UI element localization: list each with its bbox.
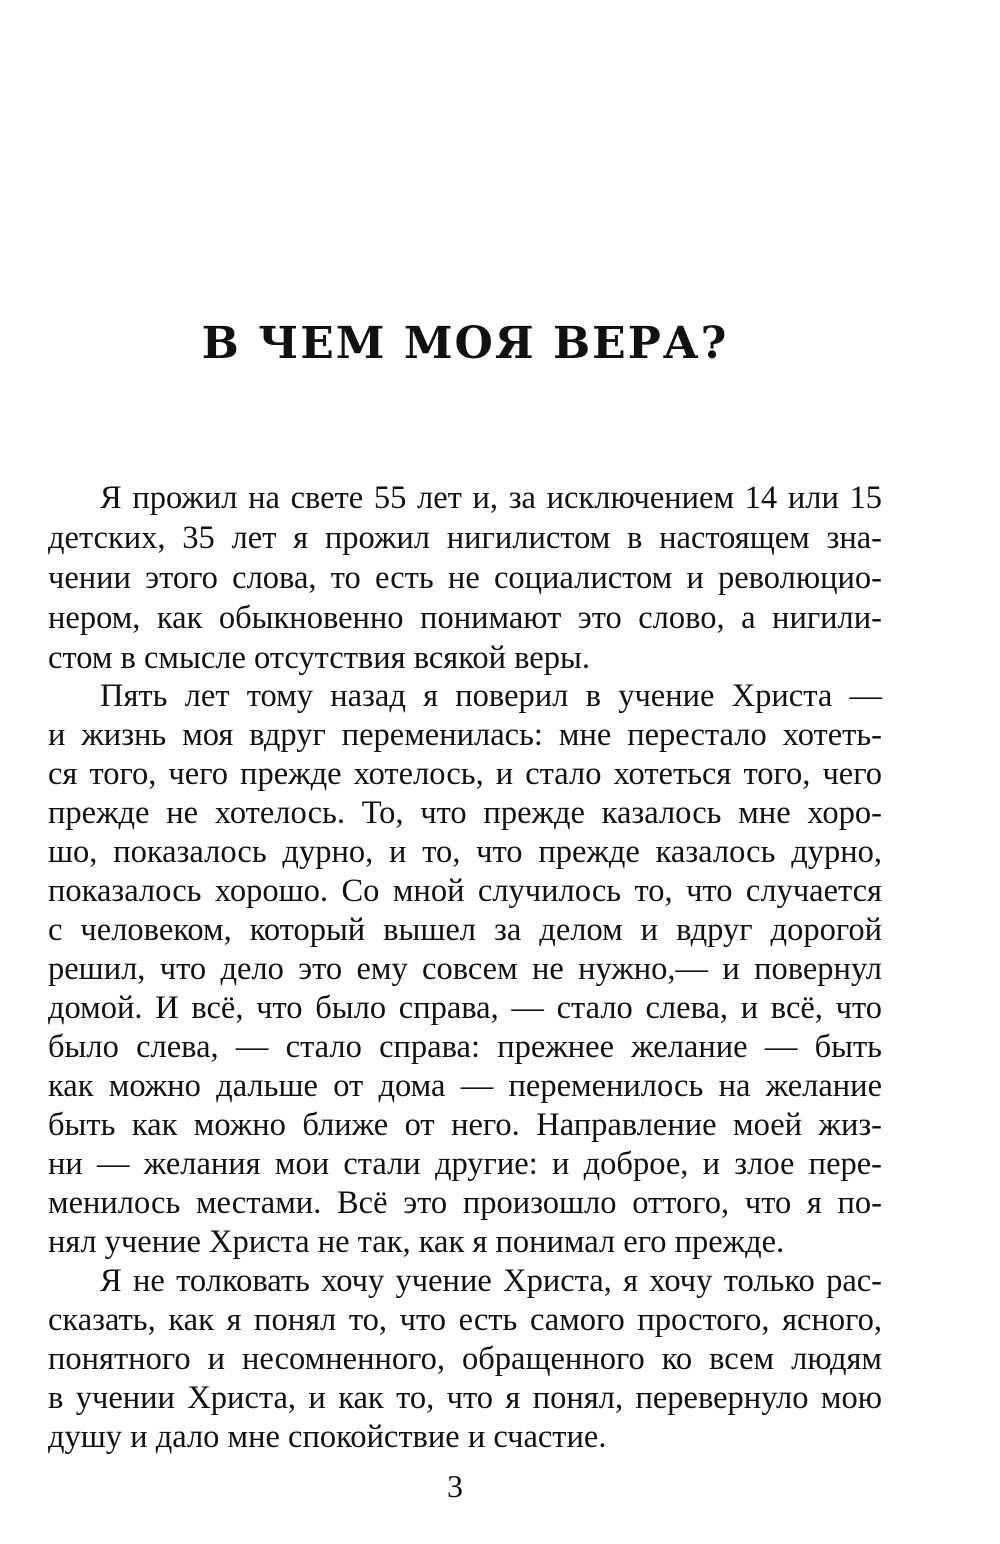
text-line: понятного и несомненного, обращенного ко всем людям: [48, 1341, 882, 1377]
text-line: шо, показалось дурно, и то, что прежде казалось дурно,: [48, 834, 882, 870]
text-line: в учении Христа, и как то, что я понял, перевернуло мою: [48, 1380, 882, 1416]
text-line: и жизнь моя вдруг переменилась: мне перестало хотеть-: [48, 717, 882, 753]
text-line: домой. И всё, что было справа, — стало слева, и всё, что: [48, 990, 882, 1026]
text-line: менилось местами. Всё это произошло оттого, что я по-: [48, 1185, 882, 1221]
text-line: с человеком, который вышел за делом и вдруг дорогой: [48, 912, 882, 948]
text-line: чении этого слова, то есть не социалистом и революцио-: [48, 560, 882, 596]
text-line: детских, 35 лет я прожил нигилистом в настоящем зна-: [48, 520, 882, 556]
text-line: быть как можно ближе от него. Направление моей жиз-: [48, 1107, 882, 1143]
page-number: 3: [447, 1468, 463, 1504]
text-line: Пять лет тому назад я поверил в учение Христа —: [100, 678, 882, 714]
text-line: Я прожил на свете 55 лет и, за исключением 14 или 15: [100, 480, 882, 516]
text-line: сказать, как я понял то, что есть самого простого, ясного,: [48, 1302, 882, 1338]
text-line: решил, что дело это ему совсем не нужно,— и повернул: [48, 951, 882, 987]
text-line: было слева, — стало справа: прежнее желание — быть: [48, 1029, 882, 1065]
text-line: как можно дальше от дома — переменилось на желание: [48, 1068, 882, 1104]
chapter-title: В ЧЕМ МОЯ ВЕРА?: [201, 318, 729, 369]
text-line: показалось хорошо. Со мной случилось то, что случается: [48, 873, 882, 909]
text-line: нером, как обыкновенно понимают это слово, а нигили-: [48, 600, 882, 636]
text-line: душу и дало мне спокойствие и счастие.: [48, 1419, 607, 1455]
text-line: прежде не хотелось. То, что прежде казалось мне хоро-: [48, 795, 882, 831]
text-line: Я не толковать хочу учение Христа, я хочу только рас-: [100, 1263, 882, 1299]
text-line: нял учение Христа не так, как я понимал его прежде.: [48, 1224, 785, 1260]
text-line: ни — желания мои стали другие: и доброе, и злое пере-: [48, 1146, 882, 1182]
text-line: стом в смысле отсутствия всякой веры.: [48, 640, 590, 676]
text-line: ся того, чего прежде хотелось, и стало хотеться того, чего: [48, 756, 882, 792]
